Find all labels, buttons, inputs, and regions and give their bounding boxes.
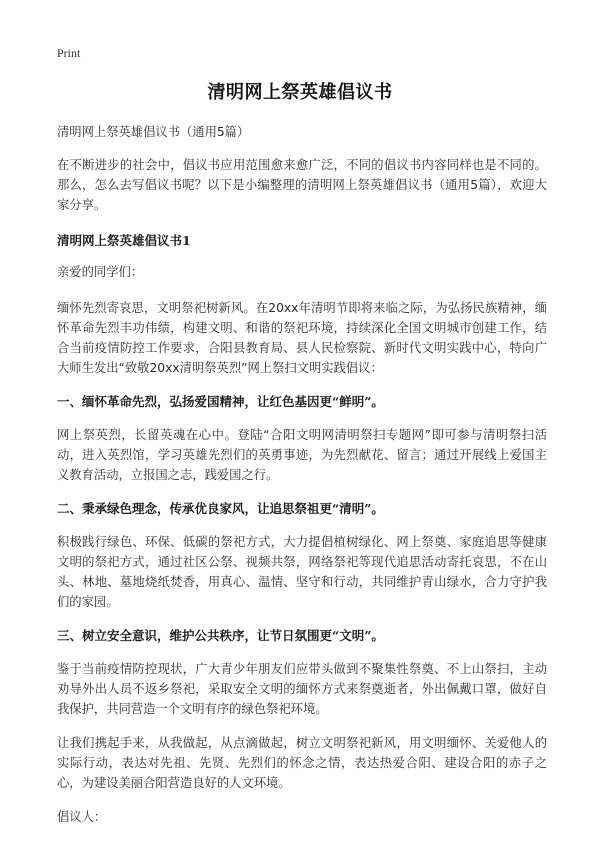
- section-heading-1: 一、缅怀革命先烈，弘扬爱国精神，让红色基因更“鲜明”。: [57, 394, 384, 409]
- intro-paragraph: 在不断进步的社会中，倡议书应用范围愈来愈广泛，不同的倡议书内容同样也是不同的。那么，怎么去写倡议书呢？以下是小编整理的清明网上祭英雄倡议书（通用5篇），欢迎大家分享。: [57, 158, 547, 212]
- article-heading: 清明网上祭英雄倡议书1: [57, 233, 191, 248]
- section-body-1: 网上祭英烈，长留英魂在心中。登陆“合阳文明网清明祭扫专题网”即可参与清明祭扫活动，进入英烈馆，学习英雄先烈们的英勇事迹，为先烈献花、留言；通过开展线上爱国主义教育活动，立报国之志，践爱国之行。: [57, 428, 547, 482]
- document-subtitle: 清明网上祭英雄倡议书（通用5篇）: [57, 125, 250, 139]
- section-heading-3: 三、树立安全意识，维护公共秩序，让节日氛围更“文明”。: [57, 628, 384, 643]
- print-link[interactable]: Print: [57, 46, 81, 60]
- page-title: 清明网上祭英雄倡议书: [207, 82, 393, 103]
- closing-paragraph: 让我们携起手来，从我做起，从点滴做起，树立文明祭祀新风，用文明缅怀、关爱他人的实际行动，表达对先祖、先贤、先烈们的怀念之情，表达热爱合阳、建设合阳的赤子之心，为建设美丽合阳营造良好的人文环境。: [57, 736, 547, 790]
- signature-line: 倡议人：: [57, 810, 107, 824]
- opening-paragraph: 缅怀先烈寄哀思，文明祭祀树新风。在20xx年清明节即将来临之际，为弘扬民族精神，缅怀革命先烈丰功伟绩，构建文明、和谐的祭祀环境，持续深化全国文明城市创建工作，结合当前疫情防控工作要求，合阳县教育局、县人民检察院、新时代文明实践中心，特向广大师生发出“致敬20xx清明祭英烈”网上祭扫文明实践倡议：: [57, 301, 547, 375]
- section-heading-2: 二、秉承绿色理念，传承优良家风，让追思祭祖更“清明”。: [57, 501, 384, 516]
- section-body-2: 积极践行绿色、环保、低碳的祭祀方式，大力提倡植树绿化、网上祭奠、家庭追思等健康文明的祭祀方式，通过社区公祭、视频共祭，网络祭祀等现代追思活动寄托哀思，不在山头、林地、墓地烧纸焚香，用真心、温情、坚守和行动，共同维护青山绿水，合力守护我们的家园。: [57, 535, 547, 609]
- section-body-3: 鉴于当前疫情防控现状，广大青少年朋友们应带头做到不聚集性祭奠、不上山祭扫，主动劝导外出人员不返乡祭祀，采取安全文明的缅怀方式来祭奠逝者，外出佩戴口罩，做好自我保护，共同营造一个文明有序的绿色祭祀环境。: [57, 662, 547, 716]
- greeting-line: 亲爱的同学们：: [57, 265, 144, 279]
- document-body: [57, 122, 547, 841]
